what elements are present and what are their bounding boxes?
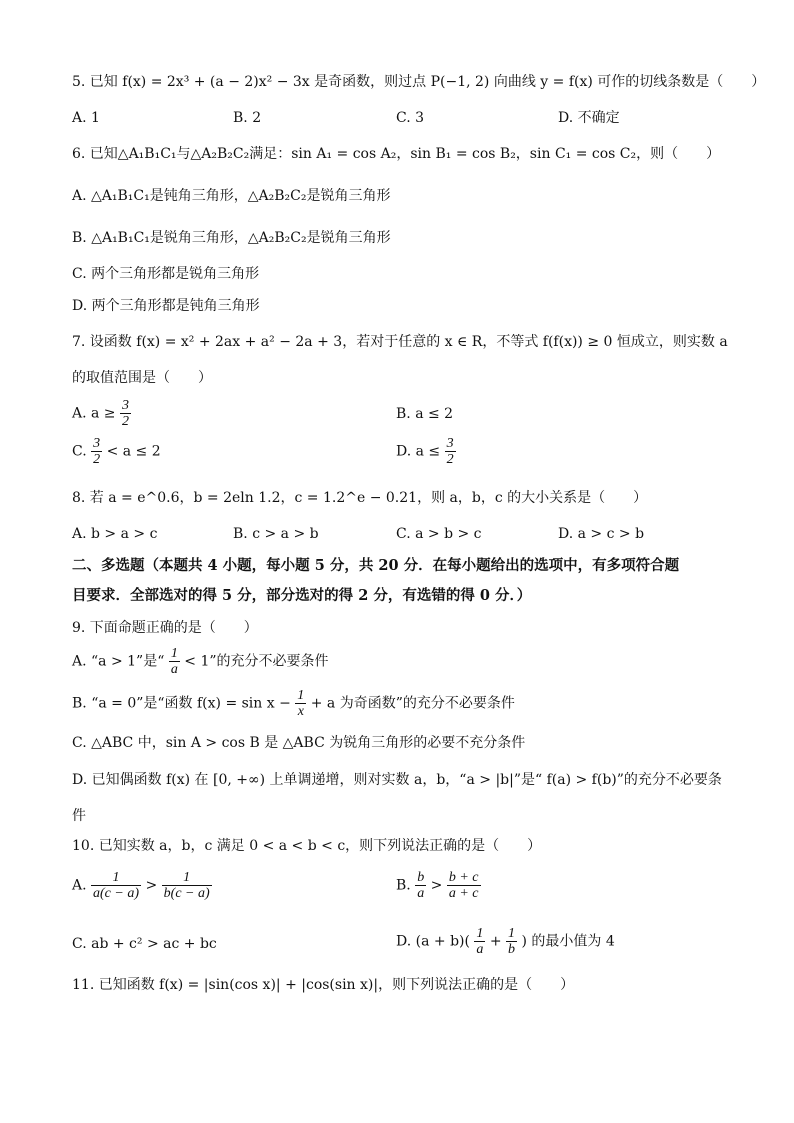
q8-option-c: C. a > b > c bbox=[396, 526, 482, 542]
section-heading-line1: 二、多选题（本题共 4 小题，每小题 5 分，共 20 分．在每小题给出的选项中，有多项符合题 bbox=[72, 557, 680, 574]
q5-option-b: B. 2 bbox=[233, 110, 262, 126]
q5-option-a: A. 1 bbox=[72, 110, 100, 126]
q7-option-d bbox=[396, 436, 456, 467]
q10-option-b-label: B. bbox=[396, 877, 411, 894]
q10-option-d-suffix: ) 的最小值为 4 bbox=[521, 933, 615, 950]
q9-option-b-suffix: + a 为奇函数”的充分不必要条件 bbox=[310, 695, 515, 712]
fraction-numerator: 3 bbox=[122, 398, 129, 413]
q10-stem: 10. 已知实数 a，b，c 满足 0 < a < b < c，则下列说法正确的是（ ） bbox=[72, 838, 542, 854]
fraction-numerator: 3 bbox=[93, 436, 101, 451]
plus-sign: + bbox=[489, 933, 502, 950]
q7-option-a-prefix: A. a ≥ bbox=[72, 405, 120, 422]
q8-stem: 8. 若 a = e^0.6，b = 2eln 1.2，c = 1.2^e − 0.21，则 a，b，c 的大小关系是（ ） bbox=[72, 490, 648, 506]
q10-option-b-fraction-2 bbox=[447, 870, 481, 901]
q7-stem-line1: 7. 设函数 f(x) = x² + 2ax + a² − 2a + 3，若对于任意的 x ∈ R，不等式 f(f(x)) ≥ 0 恒成立，则实数 a bbox=[72, 334, 728, 350]
q10-option-a bbox=[72, 870, 212, 901]
q10-option-a-fraction-2 bbox=[162, 870, 212, 901]
fraction-denominator: a(c − a) bbox=[93, 886, 140, 901]
fraction-denominator: a bbox=[476, 942, 484, 957]
q10-option-d-prefix: D. (a + b)( bbox=[396, 933, 470, 950]
section-heading-line2: 目要求．全部选对的得 5 分，部分选对的得 2 分，有选错的得 0 分．） bbox=[72, 587, 532, 604]
q9-option-b-prefix: B. “a = 0”是“函数 f(x) = sin x − bbox=[72, 695, 296, 712]
q7-stem-line2: 的取值范围是（ ） bbox=[72, 370, 212, 386]
q7-option-a-fraction bbox=[120, 398, 131, 429]
q7-option-c-fraction bbox=[91, 436, 102, 467]
q5-option-d: D. 不确定 bbox=[558, 110, 620, 126]
fraction-denominator: a bbox=[417, 886, 425, 901]
q6-option-c: C. 两个三角形都是锐角三角形 bbox=[72, 266, 260, 282]
fraction-denominator: a bbox=[170, 662, 178, 677]
fraction-denominator: 2 bbox=[446, 452, 454, 467]
fraction-denominator: 2 bbox=[93, 452, 101, 467]
q9-option-a bbox=[72, 646, 329, 677]
fraction-numerator: 3 bbox=[446, 436, 454, 451]
q10-option-a-label: A. bbox=[72, 877, 87, 894]
q11-stem: 11. 已知函数 f(x) = |sin(cos x)| + |cos(sin x)|，则下列说法正确的是（ ） bbox=[72, 977, 575, 993]
q9-option-d-line1: D. 已知偶函数 f(x) 在 [0, +∞) 上单调递增，则对实数 a，b，“a > |b|”是“ f(a) > f(b)”的充分不必要条 bbox=[72, 772, 722, 788]
q10-option-b bbox=[396, 870, 481, 901]
q10-option-a-fraction-1 bbox=[91, 870, 141, 901]
q7-option-d-fraction bbox=[445, 436, 456, 467]
q8-option-a: A. b > a > c bbox=[72, 526, 158, 542]
fraction-numerator: 1 bbox=[508, 926, 516, 941]
fraction-denominator: 2 bbox=[122, 414, 129, 429]
q5-stem: 5. 已知 f(x) = 2x³ + (a − 2)x² − 3x 是奇函数，则过点 P(−1, 2) 向曲线 y = f(x) 可作的切线条数是（ ） bbox=[72, 74, 766, 90]
q10-option-d-fraction-1 bbox=[474, 926, 485, 957]
q9-option-b bbox=[72, 688, 515, 719]
q9-option-a-prefix: A. “a > 1”是“ bbox=[72, 653, 165, 670]
q10-option-d-fraction-2 bbox=[506, 926, 517, 957]
fraction-numerator: b + c bbox=[448, 870, 479, 885]
q6-option-d: D. 两个三角形都是钝角三角形 bbox=[72, 298, 260, 314]
q7-option-a bbox=[72, 398, 131, 429]
greater-than-sign: > bbox=[430, 877, 443, 894]
q9-option-a-suffix: < 1”的充分不必要条件 bbox=[184, 653, 329, 670]
fraction-denominator: x bbox=[295, 703, 306, 719]
fraction-denominator: b(c − a) bbox=[163, 886, 210, 901]
q7-option-c-suffix: < a ≤ 2 bbox=[106, 443, 161, 460]
fraction-numerator: 1 bbox=[170, 646, 178, 661]
q9-option-c: C. △ABC 中，sin A > cos B 是 △ABC 为锐角三角形的必要不充分条件 bbox=[72, 735, 526, 751]
fraction-numerator: 1 bbox=[476, 926, 484, 941]
q7-option-c bbox=[72, 436, 161, 467]
fraction-numerator: 1 bbox=[183, 870, 191, 885]
q7-option-c-prefix: C. bbox=[72, 443, 92, 460]
q8-option-b: B. c > a > b bbox=[233, 526, 319, 542]
q7-option-d-prefix: D. a ≤ bbox=[396, 443, 445, 460]
q10-option-b-fraction-1 bbox=[415, 870, 426, 901]
q10-option-d bbox=[396, 926, 615, 957]
q10-option-c: C. ab + c² > ac + bc bbox=[72, 936, 217, 952]
q9-option-d-line2: 件 bbox=[72, 808, 86, 824]
q9-stem: 9. 下面命题正确的是（ ） bbox=[72, 620, 258, 636]
q6-option-b: B. △A₁B₁C₁是锐角三角形，△A₂B₂C₂是锐角三角形 bbox=[72, 230, 391, 246]
fraction-denominator: a + c bbox=[448, 886, 479, 901]
q9-option-b-fraction bbox=[295, 688, 306, 719]
q8-option-d: D. a > c > b bbox=[558, 526, 645, 542]
q6-option-a: A. △A₁B₁C₁是钝角三角形，△A₂B₂C₂是锐角三角形 bbox=[72, 188, 391, 204]
q5-option-c: C. 3 bbox=[396, 110, 425, 126]
fraction-numerator: b bbox=[417, 870, 425, 885]
q6-stem: 6. 已知△A₁B₁C₁与△A₂B₂C₂满足：sin A₁ = cos A₂，sin B₁ = cos B₂，sin C₁ = cos C₂，则（ ） bbox=[72, 146, 721, 162]
fraction-numerator: 1 bbox=[112, 870, 120, 885]
fraction-numerator: 1 bbox=[297, 688, 305, 703]
q7-option-b: B. a ≤ 2 bbox=[396, 406, 454, 422]
q9-option-a-fraction bbox=[169, 646, 180, 677]
fraction-denominator: b bbox=[508, 942, 516, 957]
greater-than-sign: > bbox=[145, 877, 158, 894]
